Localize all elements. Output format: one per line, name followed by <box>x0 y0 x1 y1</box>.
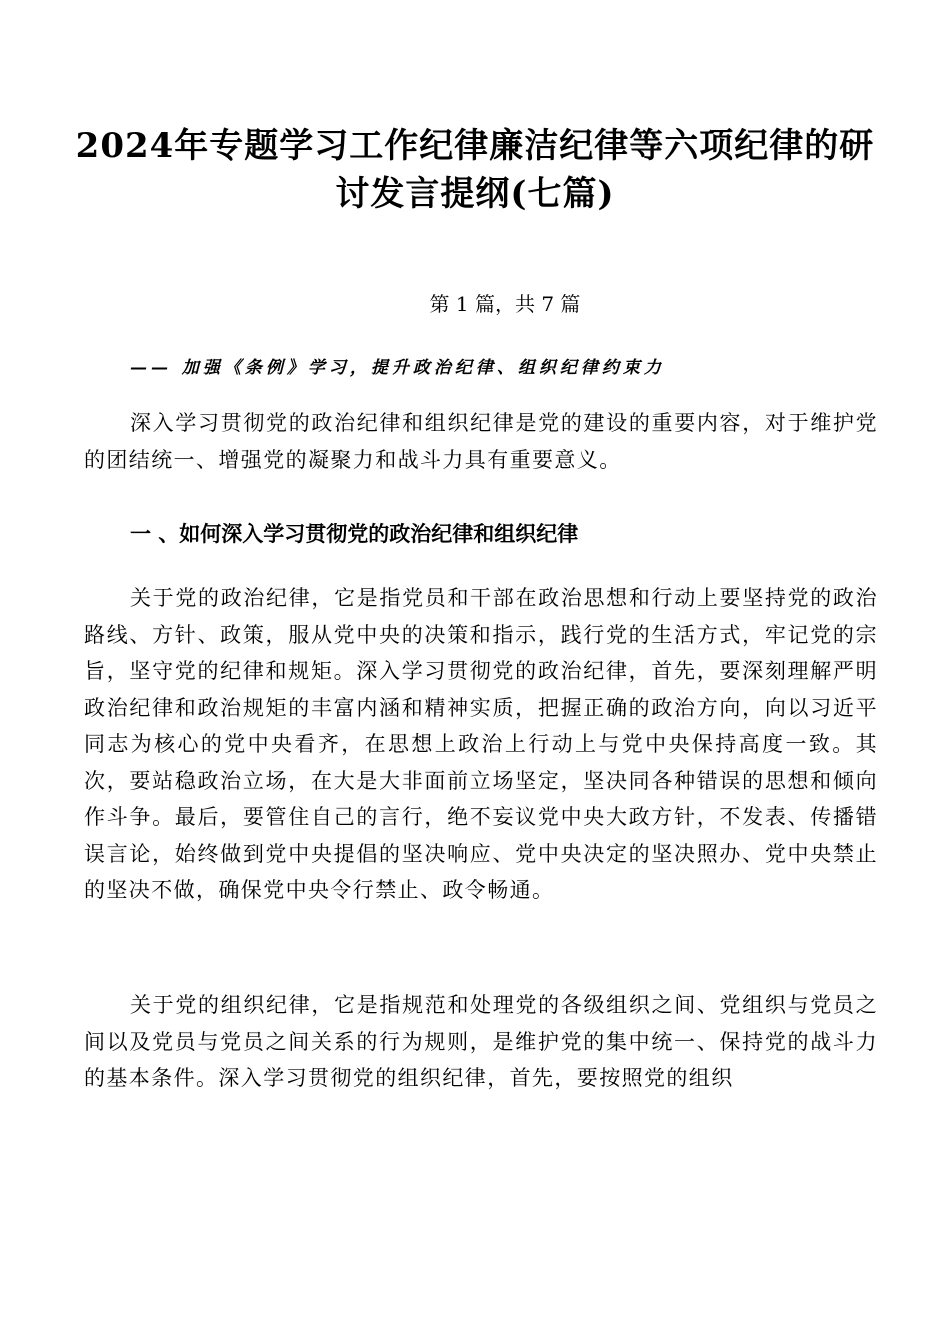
document-title: 2024年专题学习工作纪律廉洁纪律等六项纪律的研讨发言提纲(七篇) <box>75 126 875 214</box>
body-paragraph-political-discipline: 关于党的政治纪律，它是指党员和干部在政治思想和行动上要坚持党的政治路线、方针、政策，服从党中央的决策和指示，践行党的生活方式，牢记党的宗旨，坚守党的纪律和规矩。深入学习贯彻党的政治纪律，首先，要深刻理解严明政治纪律和政治规矩的丰富内涵和精神实质，把握正确的政治方向，向以习近平同志为核心的党中央看齐，在思想上政治上行动上与党中央保持高度一致。其次，要站稳政治立场，在大是大非面前立场坚定，坚决同各种错误的思想和倾向作斗争。最后，要管住自己的言行，绝不妄议党中央大政方针，不发表、传播错误言论，始终做到党中央提倡的坚决响应、党中央决定的坚决照办、党中央禁止的坚决不做，确保党中央令行禁止、政令畅通。 <box>84 586 878 902</box>
section-heading: 一 、如何深入学习贯彻党的政治纪律和组织纪律 <box>130 521 579 546</box>
document-subtitle: —— 加强《条例》学习，提升政治纪律、组织纪律约束力 <box>130 358 665 378</box>
part-label: 第 1 篇，共 7 篇 <box>429 292 581 316</box>
body-paragraph-organizational-discipline: 关于党的组织纪律，它是指规范和处理党的各级组织之间、党组织与党员之间以及党员与党员之间关系的行为规则，是维护党的集中统一、保持党的战斗力的基本条件。深入学习贯彻党的组织纪律，首先，要按照党的组织 <box>84 993 878 1090</box>
intro-paragraph: 深入学习贯彻党的政治纪律和组织纪律是党的建设的重要内容，对于维护党的团结统一、增强党的凝聚力和战斗力具有重要意义。 <box>84 411 878 472</box>
